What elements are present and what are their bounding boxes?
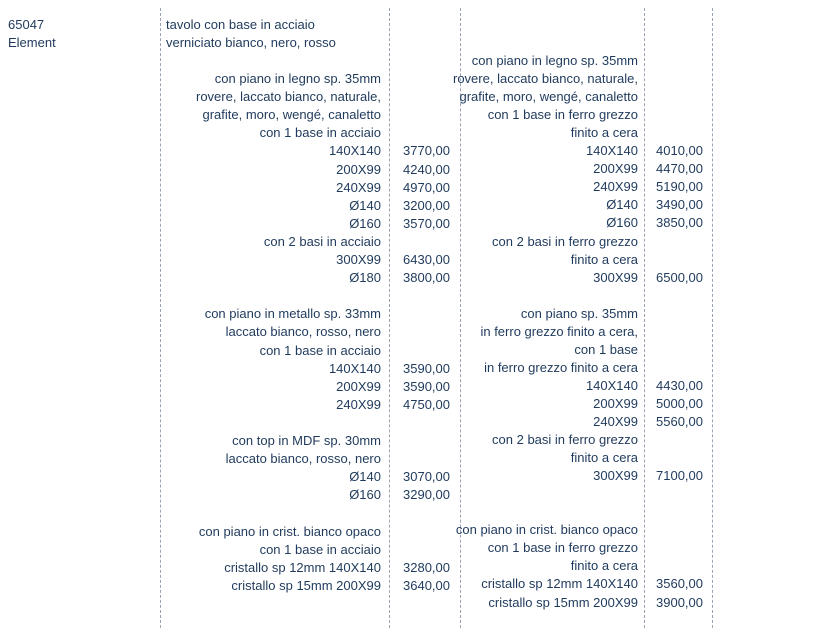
row-label: con top in MDF sp. 30mm	[232, 433, 381, 448]
row-label: con piano in metallo sp. 33mm	[204, 306, 381, 322]
column-divider	[389, 8, 390, 628]
product-name: Element	[8, 35, 56, 50]
row-label: 240X99	[336, 179, 381, 195]
row-price: 5560,00	[656, 414, 703, 429]
row-label: grafite, moro, wengé, canaletto	[202, 107, 381, 123]
intro-line: verniciato bianco, nero, rosso	[166, 35, 336, 50]
row-label: laccato bianco, rosso, nero	[225, 451, 381, 467]
row-label: finito a cera	[570, 251, 638, 267]
row-label: con piano in legno sp. 35mm	[471, 53, 638, 68]
row-label: finito a cera	[570, 558, 638, 574]
row-price: 3900,00	[656, 594, 703, 610]
row-label: 200X99	[336, 161, 381, 177]
row-label: 140X140	[585, 377, 638, 393]
row-label: con piano in legno sp. 35mm	[214, 71, 381, 86]
row-label: con 1 base in ferro grezzo	[487, 540, 638, 556]
row-price: 6500,00	[656, 269, 703, 285]
row-label: cristallo sp 12mm 140X140	[224, 559, 381, 575]
row-label: con 2 basi in acciaio	[263, 233, 381, 249]
row-label: 300X99	[336, 252, 381, 267]
row-price: 3280,00	[403, 559, 450, 575]
column-divider	[644, 8, 645, 628]
row-label: con 1 base in acciaio	[259, 125, 381, 141]
row-label: in ferro grezzo finito a cera,	[480, 323, 638, 339]
row-label: 200X99	[593, 161, 638, 177]
row-label: Ø160	[606, 215, 638, 231]
row-price: 4470,00	[656, 161, 703, 177]
row-price: 5000,00	[656, 395, 703, 411]
row-label: Ø140	[349, 197, 381, 213]
row-price: 3850,00	[656, 215, 703, 231]
row-label: con piano in crist. bianco opaco	[455, 522, 638, 538]
row-label: Ø180	[349, 270, 381, 286]
row-label: cristallo sp 12mm 140X140	[481, 576, 638, 592]
column-divider	[160, 8, 161, 628]
row-label: Ø140	[606, 197, 638, 213]
row-price: 6430,00	[403, 252, 450, 267]
row-label: cristallo sp 15mm 200X99	[488, 594, 638, 610]
row-label: finito a cera	[570, 125, 638, 141]
row-label: Ø140	[349, 469, 381, 485]
row-label: 240X99	[593, 414, 638, 429]
row-label: grafite, moro, wengé, canaletto	[459, 89, 638, 105]
row-price: 3200,00	[403, 197, 450, 213]
row-label: rovere, laccato bianco, naturale,	[453, 71, 638, 87]
row-label: 300X99	[593, 269, 638, 285]
row-price: 4010,00	[656, 143, 703, 159]
row-label: finito a cera	[570, 450, 638, 466]
row-label: con piano sp. 35mm	[520, 305, 638, 321]
intro-line: tavolo con base in acciaio	[166, 17, 315, 32]
row-label: Ø160	[349, 487, 381, 503]
row-label: 240X99	[336, 396, 381, 412]
row-label: 140X140	[328, 360, 381, 376]
row-label: 140X140	[585, 143, 638, 159]
row-price: 3800,00	[403, 270, 450, 286]
row-price: 3070,00	[403, 469, 450, 485]
row-price: 3490,00	[656, 197, 703, 213]
row-price: 3560,00	[656, 576, 703, 592]
row-label: Ø160	[349, 215, 381, 231]
row-label: con 2 basi in ferro grezzo	[492, 432, 638, 448]
row-price: 3290,00	[403, 487, 450, 503]
row-label: con 1 base in acciaio	[259, 541, 381, 557]
row-label: con 2 basi in ferro grezzo	[492, 233, 638, 249]
row-label: rovere, laccato bianco, naturale,	[196, 89, 381, 105]
row-price: 4240,00	[403, 161, 450, 177]
row-label: con 1 base in ferro grezzo	[487, 107, 638, 123]
row-price: 4430,00	[656, 377, 703, 393]
row-price: 5190,00	[656, 179, 703, 195]
row-label: 200X99	[593, 395, 638, 411]
row-label: 300X99	[593, 468, 638, 484]
column-divider	[712, 8, 713, 628]
row-label: con 1 base	[574, 341, 638, 357]
row-price: 3590,00	[403, 360, 450, 376]
row-label: 200X99	[336, 378, 381, 394]
row-price: 3590,00	[403, 378, 450, 394]
row-price: 7100,00	[656, 468, 703, 484]
row-price: 3770,00	[403, 143, 450, 159]
row-label: laccato bianco, rosso, nero	[225, 324, 381, 340]
row-label: con piano in crist. bianco opaco	[198, 523, 381, 539]
row-price: 3640,00	[403, 577, 450, 593]
row-label: con 1 base in acciaio	[259, 342, 381, 358]
row-label: 140X140	[328, 143, 381, 159]
row-price: 3570,00	[403, 215, 450, 231]
row-label: in ferro grezzo finito a cera	[484, 359, 638, 375]
row-label: cristallo sp 15mm 200X99	[231, 577, 381, 593]
product-code: 65047	[8, 17, 45, 32]
row-label: 240X99	[593, 179, 638, 195]
row-price: 4750,00	[403, 396, 450, 412]
row-price: 4970,00	[403, 179, 450, 195]
